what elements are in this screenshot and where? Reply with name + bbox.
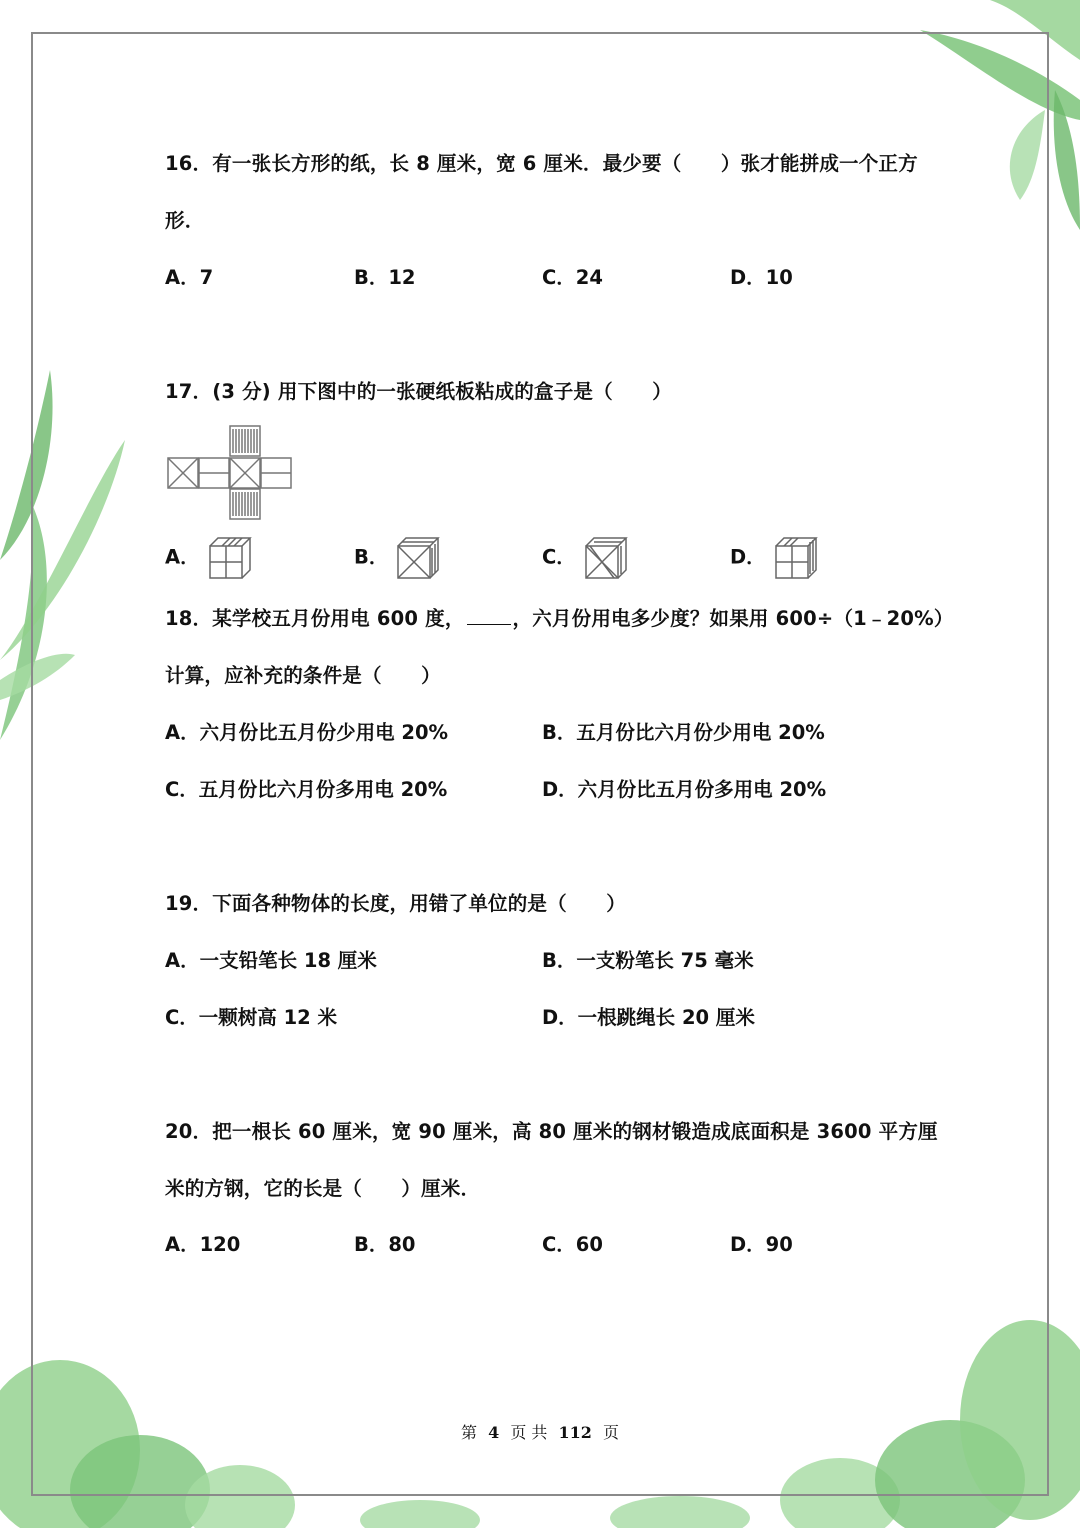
q20-option-a: A．120 [165,1233,241,1256]
q19-option-d: D．一根跳绳长 20 厘米 [542,1006,755,1029]
box-a-icon [208,536,252,580]
q16-option-d: D．10 [730,266,793,289]
q18-option-d: D．六月份比五月份多用电 20% [542,778,827,801]
q17-option-c [542,536,628,580]
q16-option-a: A．7 [165,266,214,289]
question-18-line2: 计算，应补充的条件是（ ） [165,664,441,687]
q17-option-b [354,536,440,580]
footer-middle: 页 共 [510,1423,548,1442]
q18-option-a: A．六月份比五月份少用电 20% [165,721,449,744]
question-20-line2: 米的方钢，它的长是（ ）厘米． [165,1177,481,1200]
q18-option-c: C．五月份比六月份多用电 20% [165,778,448,801]
question-20-line1: 20．把一根长 60 厘米，宽 90 厘米，高 80 厘米的钢材锻造成底面积是 3600 平方厘 [165,1120,938,1143]
box-d-icon [774,536,818,580]
q17-option-d [730,536,818,580]
q17-option-b-label: B． [354,545,389,569]
q16-option-c: C．24 [542,266,603,289]
footer-suffix: 页 [603,1423,620,1442]
question-19-line1: 19．下面各种物体的长度，用错了单位的是（ ） [165,892,626,915]
answer-blank [467,624,511,625]
footer-current-page: 4 [488,1423,500,1442]
q20-option-c: C．60 [542,1233,603,1256]
question-18-line1-part2: ，六月份用电多少度？如果用 600÷（1﹣20%） [512,607,954,630]
q20-option-d: D．90 [730,1233,793,1256]
question-16-line1: 16．有一张长方形的纸，长 8 厘米，宽 6 厘米．最少要（ ）张才能拼成一个正方 [165,152,918,175]
page-number-footer [0,1420,1080,1443]
page-border [31,32,1049,1496]
question-16-line2: 形． [165,209,205,232]
box-b-icon [396,536,440,580]
q18-option-b: B．五月份比六月份少用电 20% [542,721,825,744]
q16-option-b: B．12 [354,266,416,289]
q17-option-c-label: C． [542,545,576,569]
q17-option-a-label: A． [165,545,200,569]
q19-option-c: C．一颗树高 12 米 [165,1006,338,1029]
q19-option-a: A．一支铅笔长 18 厘米 [165,949,377,972]
question-17-line1: 17．(3 分) 用下图中的一张硬纸板粘成的盒子是（ ） [165,380,672,403]
box-c-icon [584,536,628,580]
footer-prefix: 第 [460,1423,477,1442]
q17-option-d-label: D． [730,545,766,569]
q19-option-b: B．一支粉笔长 75 毫米 [542,949,754,972]
q17-option-a [165,536,252,580]
cube-net-figure [166,425,292,520]
q20-option-b: B．80 [354,1233,416,1256]
footer-total-pages: 112 [558,1423,592,1442]
question-18-line1 [165,603,954,631]
question-18-line1-part1: 18．某学校五月份用电 600 度， [165,607,465,630]
